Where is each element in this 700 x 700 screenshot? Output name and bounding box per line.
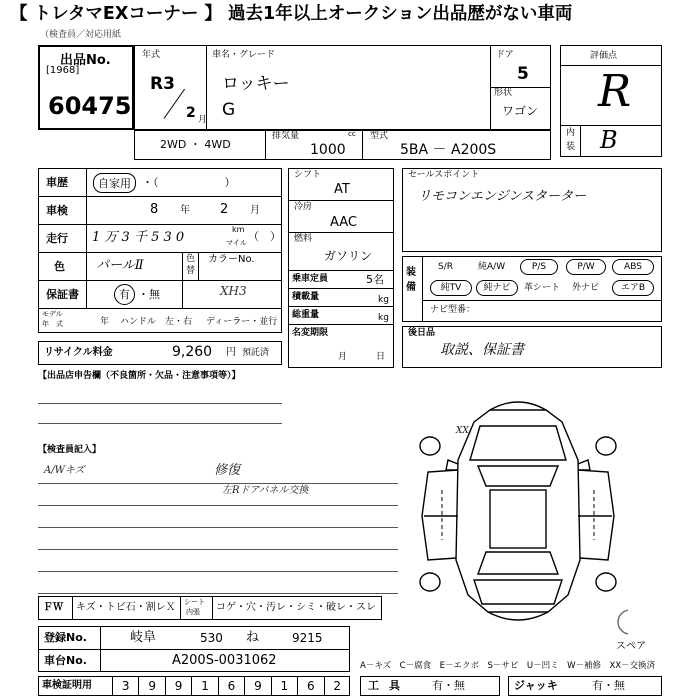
equip-ps: P/S — [520, 259, 558, 275]
body-value: ワゴン — [502, 104, 539, 118]
color-change-2: 替 — [186, 266, 196, 276]
inspection-month: 2 — [220, 202, 229, 217]
damage-legend: A－キズ C－腐食 E－エクボ S－サビ U－凹ミ W－補修 XX－交換済 — [360, 661, 656, 671]
recycle-label: リサイクル料金 — [44, 347, 113, 358]
recycle-status: 預託済 — [242, 348, 270, 358]
history-rest: ・（ ） — [142, 176, 236, 189]
interior-label-2: 装 — [566, 142, 576, 152]
sales-point-box — [402, 168, 662, 252]
cert-digits — [112, 676, 350, 696]
color-change-1: 色 — [186, 254, 196, 264]
doors-label: ドア — [496, 50, 514, 60]
equip-navi: 純ナビ — [476, 280, 518, 296]
car-diagram — [408, 390, 628, 635]
registration-number: 9215 — [292, 631, 323, 645]
registration-label: 登録No. — [44, 631, 87, 644]
notes-label: 後日品 — [408, 328, 436, 338]
fw-seat-2: 内張 — [186, 608, 200, 616]
chassis-label: 車台No. — [44, 654, 87, 667]
equip-airbag: エアB — [612, 280, 654, 296]
year-month-unit: 月 — [198, 115, 208, 125]
equipment-label-1: 装 — [406, 267, 416, 278]
fw-seat-1: シート — [184, 598, 205, 606]
cert-label: 車検証明用 — [42, 680, 92, 691]
cert-digit: 2 — [324, 676, 350, 696]
shift-label: シフト — [294, 170, 322, 180]
warranty-rest: ・無 — [138, 288, 160, 301]
weight-unit: kg — [378, 313, 389, 323]
model-code-value: 5BA － A200S — [400, 142, 497, 158]
steering-label-2: 年 式 — [42, 320, 63, 328]
mileage-label: 走行 — [46, 232, 68, 245]
equip-tv: 純TV — [430, 280, 472, 296]
grade-name: G — [222, 100, 236, 120]
capacity-label: 乗車定員 — [292, 274, 329, 284]
rating-label: 評価点 — [590, 51, 618, 61]
lot-small-number: [1968] — [46, 65, 80, 76]
cert-digit: 1 — [271, 676, 297, 696]
renewal-month: 月 — [338, 352, 348, 362]
cert-digit: 9 — [165, 676, 191, 696]
shift-value: AT — [334, 182, 350, 197]
mileage-value: 1 万 3 千 5 3 0 — [92, 230, 185, 245]
name-label: 車名・グレード — [212, 50, 276, 60]
tools-label: 工具 — [368, 679, 410, 692]
model-name: ロッキー — [222, 74, 290, 94]
color-code-label: カラーNo. — [208, 254, 255, 265]
tools-value: 有・無 — [432, 679, 465, 692]
mileage-unit-bottom: マイル — [226, 239, 247, 247]
ac-value: AAC — [330, 215, 357, 230]
fw-text: キズ・トビ石・割レＸ — [76, 602, 176, 613]
mileage-paren: （ ） — [248, 230, 281, 243]
displacement-unit: cc — [348, 130, 356, 138]
fuel-label: 燃料 — [294, 234, 313, 244]
doors-value: 5 — [517, 64, 529, 84]
ac-label: 冷房 — [294, 202, 313, 212]
year-label: 年式 — [142, 50, 161, 60]
registration-region: 岐阜 — [130, 630, 157, 645]
lot-label: 出品No. — [60, 53, 111, 68]
jack-value: 有・無 — [592, 679, 625, 692]
recycle-value: 9,260 — [172, 344, 213, 360]
lot-number: 60475 — [48, 92, 132, 120]
cert-digit: 6 — [218, 676, 244, 696]
cert-digit: 9 — [138, 676, 164, 696]
top-banner — [0, 0, 700, 30]
inspection-year-unit: 年 — [180, 205, 190, 216]
spare-label: スペア — [616, 641, 646, 652]
load-label: 積載量 — [292, 292, 320, 302]
load-unit: kg — [378, 295, 389, 305]
inspector-label: 【検査員記入】 — [38, 445, 102, 455]
equipment-label-2: 備 — [406, 282, 416, 293]
equip-alloy: 純A/W — [478, 262, 506, 272]
interior-label-1: 内 — [566, 128, 576, 138]
renewal-day: 日 — [376, 352, 386, 362]
steering-year: 年 — [100, 317, 110, 327]
fw-seat-text: コゲ・穴・汚レ・シミ・破レ・スレ — [216, 602, 376, 613]
interior-score: B — [600, 126, 618, 154]
steering-label-1: モデル — [42, 310, 63, 318]
mileage-unit-top: km — [232, 225, 245, 234]
cert-digit: 1 — [191, 676, 217, 696]
steering-handle: ハンドル 左・右 — [120, 317, 193, 327]
inspection-label: 車検 — [46, 204, 68, 217]
notes-value: 取説、保証書 — [440, 342, 524, 358]
equip-pw: P/W — [566, 259, 606, 275]
chassis-value: A200S-0031062 — [172, 653, 277, 668]
renewal-label: 名変期限 — [292, 328, 329, 338]
inspection-year: 8 — [150, 202, 159, 217]
cert-digit: 6 — [297, 676, 323, 696]
warranty-label: 保証書 — [46, 288, 79, 301]
color-code: XH3 — [220, 284, 247, 298]
warranty-yes: 有 — [114, 284, 135, 305]
banner-text: 【 トレタマEXコーナー 】 過去1年以上オークション出品歴がない車両 — [10, 4, 573, 24]
fw-label: ＦＷ — [43, 602, 63, 613]
equip-sr: S/R — [438, 262, 453, 272]
rating-score: R — [598, 66, 632, 117]
cert-digit: 9 — [244, 676, 270, 696]
model-code-label: 型式 — [370, 131, 389, 141]
cert-digit: 3 — [112, 676, 138, 696]
fuel-value: ガソリン — [324, 249, 373, 263]
equip-abs: ABS — [612, 259, 654, 275]
history-label: 車歴 — [46, 176, 68, 189]
header-grid — [134, 45, 551, 130]
history-value: 自家用 — [93, 173, 136, 193]
steering-dealer: ディーラー・並行 — [206, 317, 278, 327]
equip-leather: 革シート — [524, 283, 561, 293]
inspector-left-note: A/Wキズ — [44, 465, 85, 476]
navi-type-label: ナビ型番： — [430, 305, 476, 315]
drive-text: 2WD ・ 4WD — [160, 138, 231, 151]
weight-label: 総重量 — [292, 310, 320, 320]
damage-mark-xx: XX — [456, 426, 469, 436]
year-era: R3 — [150, 74, 175, 94]
inspection-month-unit: 月 — [250, 205, 260, 216]
registration-kana: ね — [246, 630, 260, 645]
mechanics-box — [288, 168, 394, 368]
capacity-value: 5名 — [366, 273, 384, 286]
inspector-right-note-2: 左Rドアパネル交換 — [222, 485, 309, 496]
inspector-right-note-1: 修復 — [214, 463, 241, 478]
color-label: 色 — [54, 260, 65, 273]
color-value: パールⅡ — [96, 258, 144, 273]
year-month: 2 — [186, 105, 196, 121]
body-label: 形状 — [494, 88, 513, 98]
equip-ext-navi: 外ナビ — [572, 283, 600, 293]
sales-point-label: セールスポイント — [408, 170, 480, 180]
partial-top-text: （検査員／対応用紙 — [40, 30, 122, 40]
jack-label: ジャッキ — [514, 679, 558, 692]
displacement-value: 1000 — [310, 142, 346, 158]
displacement-label: 排気量 — [272, 131, 300, 141]
registration-class: 530 — [200, 631, 223, 645]
seller-notes-label: 【出品店申告欄（不良箇所・欠品・注意事項等）】 — [38, 371, 241, 381]
recycle-unit: 円 — [226, 347, 236, 358]
sales-point-value: リモコンエンジンスターター — [418, 189, 586, 204]
